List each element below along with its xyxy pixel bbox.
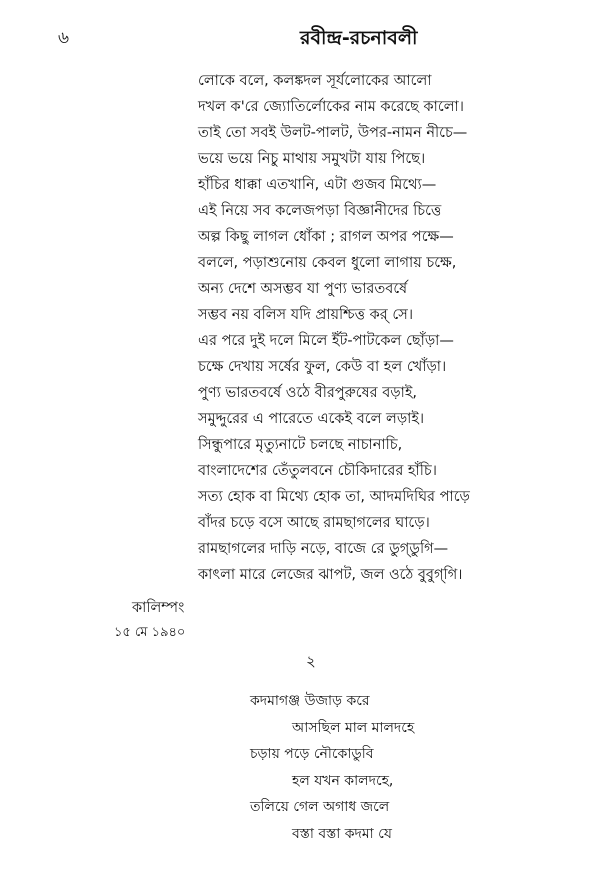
poem-line: সমুদ্দুরের এ পারেতে একেই বলে লড়াই।: [198, 411, 425, 427]
poem-line: এর পরে দুই দলে মিলে ইঁট-পাটকেল ছোঁড়া—: [198, 333, 454, 349]
poem-line: কাৎলা মারে লেজের ঝাপট, জল ওঠে বুবুগ্‌গি।: [198, 567, 463, 583]
poem-line: এই নিয়ে সব কলেজপড়া বিজ্ঞানীদের চিত্তে: [198, 203, 442, 219]
poem-1: [198, 68, 470, 588]
poem-line: সত্য হোক বা মিথ্যে হোক তা, আদমদিঘির পাড়ে: [198, 489, 470, 505]
poem-line: কদমাগঞ্জ উজাড় করে: [250, 693, 370, 709]
poem-line: পুণ্য ভারতবর্ষে ওঠে বীরপুরুষের বড়াই,: [198, 385, 417, 401]
poem-number: ২: [306, 652, 316, 670]
poem-line: রামছাগলের দাড়ি নড়ে, বাজে রে ডুগ্‌ডুগি—: [198, 541, 449, 557]
poem-line: ভয়ে ভয়ে নিচু মাথায় সমুখটা যায় পিছে।: [198, 151, 426, 167]
poem-line: তাই তো সবই উলট-পালট, উপর-নামন নীচে—: [198, 125, 468, 141]
poem-line: সিন্ধুপারে মৃত্যুনাটে চলছে নাচানাচি,: [198, 437, 403, 453]
poem-line: বাংলাদেশের তেঁতুলবনে চৌকিদারের হাঁচি।: [198, 463, 437, 479]
poem-line: অন্য দেশে অসম্ভব যা পুণ্য ভারতবর্ষে: [198, 281, 408, 297]
poem-line: বাঁদর চড়ে বসে আছে রামছাগলের ঘাড়ে।: [198, 515, 430, 531]
signoff-place: কালিম্পং: [132, 600, 185, 616]
poem-line: চক্ষে দেখায় সর্ষের ফুল, কেউ বা হল খোঁড়া।: [198, 359, 447, 375]
signoff-date: ১৫ মে ১৯৪০: [114, 625, 186, 640]
poem-line: বস্তা বস্তা কদমা যে: [292, 825, 392, 842]
poem-line: লোকে বলে, কলঙ্কদল সূর্যলোকের আলো: [198, 73, 432, 89]
poem-line: হল যখন কালদহে,: [292, 772, 394, 789]
poem-line: হাঁচির ধাক্কা এতখানি, এটা গুজব মিথ্যে—: [198, 177, 437, 193]
running-title: রবীন্দ্র-রচনাবলী: [300, 27, 418, 49]
poem-2: [250, 688, 414, 848]
poem-line: সম্ভব নয় বলিস যদি প্রায়শ্চিত্ত কর্ সে।: [198, 307, 414, 323]
poem-line: দখল ক'রে জ্যোতির্লোকের নাম করেছে কালো।: [198, 99, 464, 115]
page-number: ৬: [58, 28, 70, 48]
poem-line: তলিয়ে গেল অগাধ জলে: [250, 799, 390, 816]
poem-line: চড়ায় পড়ে নৌকোডুবি: [250, 746, 374, 763]
poem-line: আসছিল মাল মালদহে: [292, 719, 415, 736]
poem-line: অল্প কিছু লাগল ধোঁকা ; রাগল অপর পক্ষে—: [198, 229, 454, 245]
poem-line: বললে, পড়াশুনোয় কেবল ধুলো লাগায় চক্ষে,: [198, 255, 457, 271]
